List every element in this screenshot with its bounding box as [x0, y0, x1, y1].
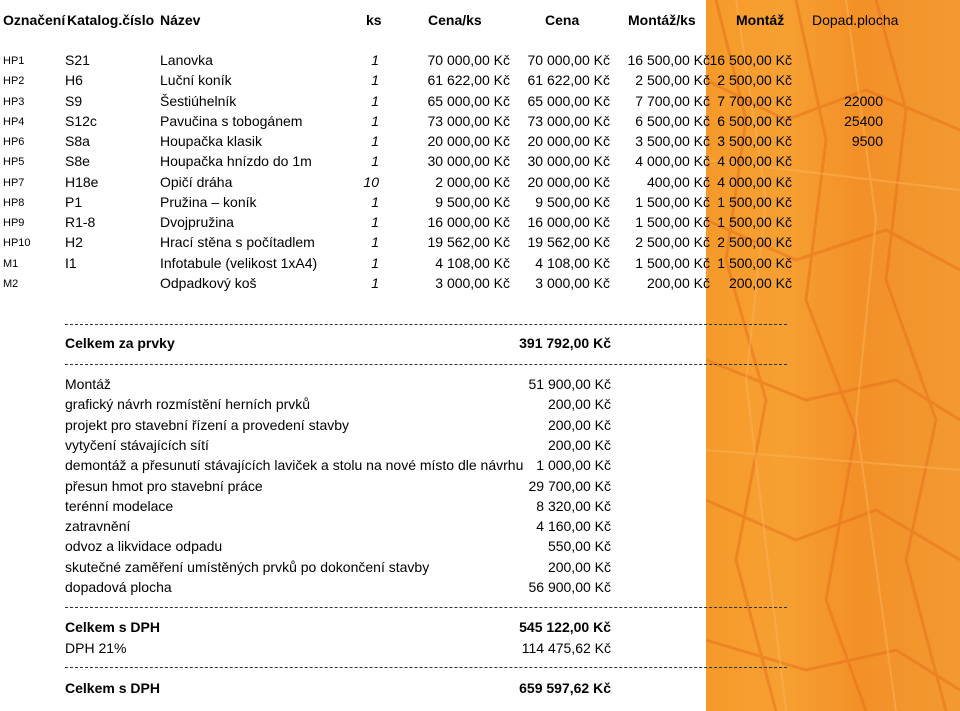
item-quantity: 1 [371, 193, 379, 210]
item-dopad: 25400 [844, 112, 883, 129]
item-code: HP1 [3, 55, 25, 67]
item-mont: 2 500,00 Kč [717, 72, 792, 89]
item-dopad: 22000 [844, 92, 883, 109]
item-quantity: 1 [371, 72, 379, 89]
divider [65, 324, 787, 325]
item-quantity: 1 [371, 274, 379, 291]
total-vat-label: Celkem s DPH [65, 619, 160, 635]
item-name: Houpačka hnízdo do 1m [160, 153, 312, 170]
item-quantity: 1 [371, 52, 379, 68]
item-price-each: 61 622,00 Kč [427, 72, 510, 89]
item-mont: 1 500,00 Kč [717, 193, 792, 210]
item-price-each: 20 000,00 Kč [427, 133, 510, 149]
item-name: Luční koník [160, 72, 232, 89]
item-code: HP9 [3, 217, 25, 229]
item-code: HP3 [3, 95, 25, 108]
table-row [0, 72, 960, 92]
item-catalog: S8a [65, 133, 90, 149]
item-mont: 200,00 Kč [728, 274, 792, 291]
table-row [0, 113, 960, 133]
item-name: Šestiúhelník [160, 92, 237, 109]
item-name: Infotabule (velikost 1xA4) [160, 254, 318, 271]
total-items-label: Celkem za prvky [65, 335, 175, 351]
item-catalog: H18e [65, 173, 99, 190]
item-mont: 1 500,00 Kč [717, 254, 792, 271]
item-quantity: 1 [371, 112, 379, 129]
table-row [0, 93, 960, 113]
extra-item-label: demontáž a přesunutí stávajících laviček a stolu na nové místo dle návrhu [65, 457, 524, 474]
item-price-each: 19 562,00 Kč [427, 234, 510, 251]
header-price-each: Cena/ks [428, 12, 482, 28]
item-name: Hrací stěna s počítadlem [160, 234, 315, 251]
item-mont-each: 1 500,00 Kč [635, 193, 710, 210]
item-code: HP10 [3, 237, 31, 250]
item-name: Opičí dráha [160, 173, 233, 190]
item-mont-each: 3 500,00 Kč [635, 133, 710, 149]
item-price: 9 500,00 Kč [535, 193, 610, 210]
item-name: Pavučina s tobogánem [160, 112, 303, 129]
item-code: M1 [3, 257, 19, 270]
item-price: 20 000,00 Kč [527, 133, 610, 149]
item-mont-each: 16 500,00 Kč [627, 52, 710, 68]
header-mont: Montáž [736, 12, 785, 28]
extra-item-label: terénní modelace [65, 497, 174, 514]
item-catalog: S12c [65, 112, 97, 129]
header-dopad: Dopad.plocha [812, 12, 899, 28]
item-price-each: 2 000,00 Kč [435, 173, 510, 190]
item-code: HP7 [3, 176, 25, 189]
total-vat-value: 545 122,00 Kč [519, 619, 611, 635]
item-price-each: 9 500,00 Kč [435, 193, 510, 210]
item-quantity: 1 [371, 234, 379, 251]
item-catalog: S9 [65, 92, 83, 109]
extra-item-label: odvoz a likvidace odpadu [65, 538, 223, 555]
item-price: 4 108,00 Kč [535, 254, 610, 271]
extra-item-value: 56 900,00 Kč [528, 579, 611, 595]
divider [65, 607, 787, 608]
item-mont: 4 000,00 Kč [717, 173, 792, 190]
item-mont: 2 500,00 Kč [717, 234, 792, 251]
table-row [0, 133, 960, 153]
item-quantity: 1 [371, 92, 379, 109]
item-catalog: H2 [65, 234, 83, 251]
table-row [0, 234, 960, 254]
item-code: HP6 [3, 136, 25, 148]
extra-item-value: 200,00 Kč [547, 558, 611, 575]
extra-item-value: 200,00 Kč [547, 416, 611, 433]
item-code: HP5 [3, 156, 25, 169]
item-name: Pružina – koník [160, 193, 257, 210]
item-code: M2 [3, 277, 19, 290]
item-mont-each: 400,00 Kč [646, 173, 710, 190]
item-price-each: 3 000,00 Kč [435, 274, 510, 291]
item-name: Odpadkový koš [160, 274, 257, 291]
table-row [0, 174, 960, 194]
item-price-each: 4 108,00 Kč [435, 254, 510, 271]
item-code: HP2 [3, 75, 25, 88]
header-price: Cena [545, 12, 580, 28]
item-mont-each: 4 000,00 Kč [635, 153, 710, 170]
extra-item-value: 8 320,00 Kč [536, 497, 611, 514]
item-mont: 3 500,00 Kč [717, 133, 792, 149]
extra-item-label: skutečné zaměření umístěných prvků po dokončení stavby [65, 558, 430, 575]
item-mont-each: 7 700,00 Kč [635, 92, 710, 109]
item-mont-each: 6 500,00 Kč [635, 112, 710, 129]
item-catalog: S8e [65, 153, 90, 170]
table-row [0, 255, 960, 275]
extra-item-label: dopadová plocha [65, 579, 172, 595]
item-quantity: 1 [371, 254, 379, 271]
item-quantity: 10 [363, 173, 379, 190]
item-name: Houpačka klasik [160, 133, 262, 149]
item-price: 70 000,00 Kč [527, 52, 610, 68]
extra-item-label: projekt pro stavební řízení a provedení stavby [65, 416, 350, 433]
item-catalog: R1-8 [65, 214, 96, 230]
item-name: Dvojpružina [160, 214, 234, 230]
item-catalog: H6 [65, 72, 83, 89]
table-row [0, 194, 960, 214]
item-price: 19 562,00 Kč [527, 234, 610, 251]
table-row [0, 52, 960, 72]
item-catalog: I1 [65, 254, 77, 271]
item-price: 65 000,00 Kč [527, 92, 610, 109]
item-quantity: 1 [371, 133, 379, 149]
vat-value: 114 475,62 Kč [521, 640, 611, 656]
item-mont: 7 700,00 Kč [717, 92, 792, 109]
total-final-value: 659 597,62 Kč [519, 680, 611, 696]
item-price-each: 65 000,00 Kč [427, 92, 510, 109]
item-mont-each: 200,00 Kč [646, 274, 710, 291]
item-mont-each: 2 500,00 Kč [635, 234, 710, 251]
extra-item-label: grafický návrh rozmístění herních prvků [65, 396, 311, 413]
item-mont: 1 500,00 Kč [717, 214, 792, 230]
extra-item-label: přesun hmot pro stavební práce [65, 477, 263, 494]
divider [65, 667, 787, 668]
item-price-each: 30 000,00 Kč [427, 153, 510, 170]
extra-item-label: vytyčení stávajících sítí [65, 436, 209, 453]
item-price: 61 622,00 Kč [527, 72, 610, 89]
item-name: Lanovka [160, 52, 213, 68]
item-price: 20 000,00 Kč [527, 173, 610, 190]
extra-item-label: zatravnění [65, 518, 131, 535]
item-quantity: 1 [371, 214, 379, 230]
extra-item-value: 1 000,00 Kč [536, 457, 611, 474]
item-price: 30 000,00 Kč [527, 153, 610, 170]
item-price: 73 000,00 Kč [527, 112, 610, 129]
item-price-each: 73 000,00 Kč [427, 112, 510, 129]
vat-label: DPH 21% [65, 640, 127, 656]
table-row [0, 214, 960, 234]
item-code: HP8 [3, 196, 25, 209]
extra-item-value: 550,00 Kč [547, 538, 611, 555]
item-price: 3 000,00 Kč [535, 274, 610, 291]
item-price-each: 70 000,00 Kč [427, 52, 510, 68]
item-mont-each: 1 500,00 Kč [635, 254, 710, 271]
extra-item-value: 29 700,00 Kč [528, 477, 611, 494]
item-quantity: 1 [371, 153, 379, 170]
header-code: Označení [3, 12, 66, 28]
item-code: HP4 [3, 115, 25, 128]
divider [65, 364, 787, 365]
item-dopad: 9500 [851, 133, 883, 149]
extra-item-value: 51 900,00 Kč [528, 376, 611, 392]
item-mont-each: 2 500,00 Kč [635, 72, 710, 89]
item-price: 16 000,00 Kč [527, 214, 610, 230]
item-catalog: S21 [65, 52, 90, 68]
extra-item-label: Montáž [65, 376, 111, 392]
item-catalog: P1 [65, 193, 83, 210]
header-ks: ks [366, 12, 382, 28]
total-items-value: 391 792,00 Kč [519, 335, 611, 351]
extra-item-value: 4 160,00 Kč [536, 518, 611, 535]
total-final-label: Celkem s DPH [65, 680, 160, 696]
header-name: Název [160, 12, 201, 28]
header-catalog: Katalog.číslo [67, 12, 155, 28]
header-mont-each: Montáž/ks [628, 12, 696, 28]
item-mont: 6 500,00 Kč [717, 112, 792, 129]
extra-item-value: 200,00 Kč [547, 436, 611, 453]
item-price-each: 16 000,00 Kč [427, 214, 510, 230]
table-row [0, 275, 960, 295]
item-mont: 4 000,00 Kč [717, 153, 792, 170]
item-mont-each: 1 500,00 Kč [635, 214, 710, 230]
extra-item-value: 200,00 Kč [547, 396, 611, 413]
item-mont: 16 500,00 Kč [709, 52, 792, 68]
table-row [0, 153, 960, 173]
